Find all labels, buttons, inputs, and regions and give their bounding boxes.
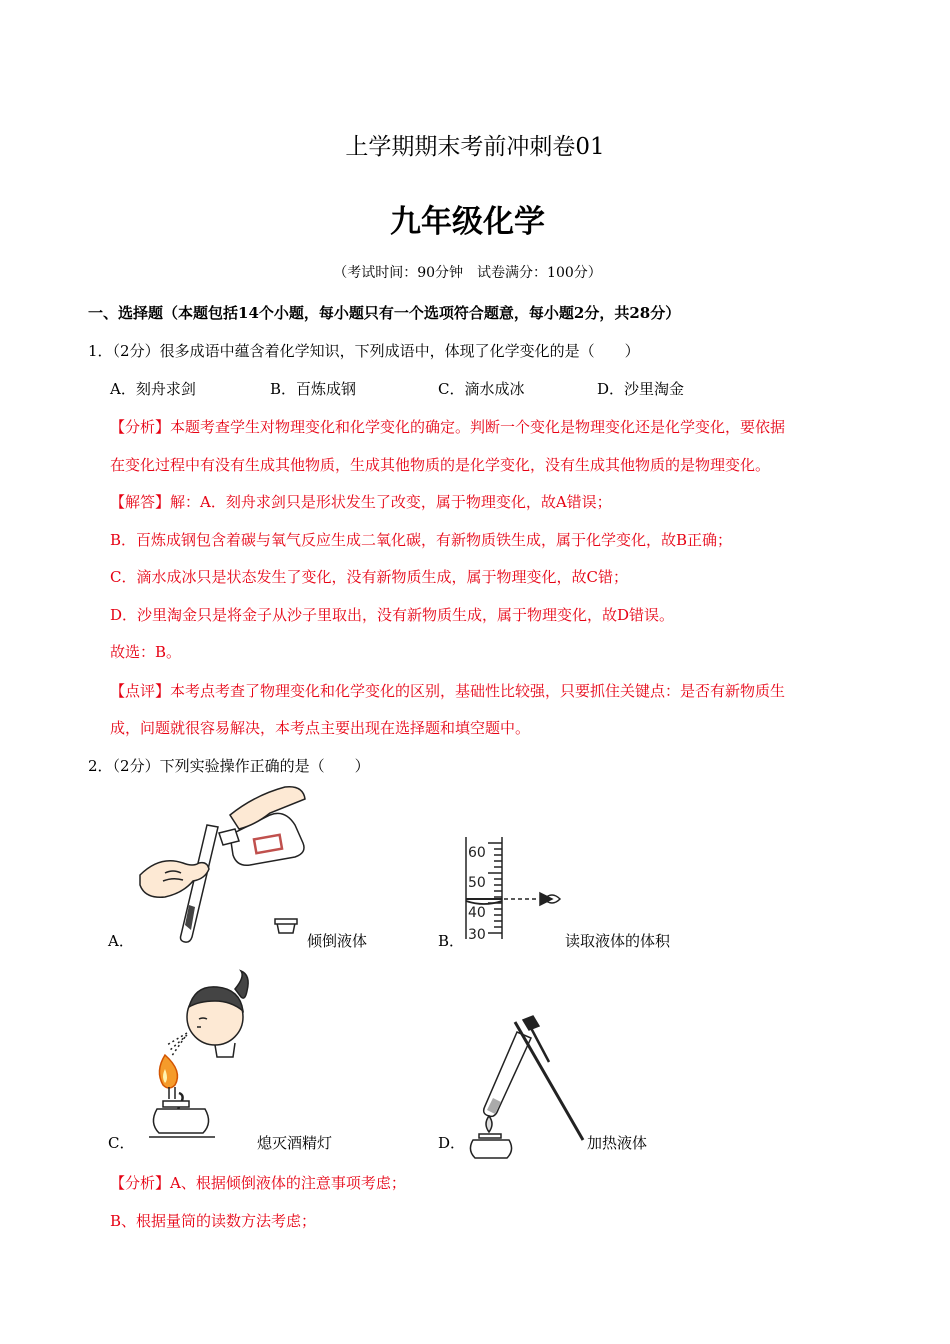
q1-analysis	[110, 416, 785, 437]
q1-option-c: C．滴水成冰	[438, 380, 525, 398]
q1-comment-cont: 成，问题就很容易解决，本考点主要出现在选择题和填空题中。	[110, 719, 531, 737]
q1-comment	[110, 680, 785, 701]
q2-option-d-letter: D．	[438, 1134, 466, 1152]
paper-subject: 九年级化学	[390, 204, 545, 240]
q2-option-c-letter: C．	[108, 1134, 135, 1152]
answer-text: 解：A．刻舟求剑只是形状发生了改变，属于物理变化，故A错误；	[170, 493, 612, 511]
cylinder-tick-50: 50	[468, 875, 486, 891]
analysis-text: 本题考查学生对物理变化和化学变化的确定。判断一个变化是物理变化还是化学变化，要依据	[170, 418, 786, 436]
pouring-liquid-figure	[135, 785, 315, 945]
comment-text: 本考点考查了物理变化和化学变化的区别，基础性比较强，只要抓住关键点：是否有新物质生	[170, 682, 786, 700]
q2-option-d-caption: 加热液体	[587, 1134, 648, 1152]
cylinder-tick-30: 30	[468, 927, 486, 943]
question-1-stem: 1．（2分）很多成语中蕴含着化学知识，下列成语中，体现了化学变化的是（ ）	[88, 342, 640, 360]
q2-option-c-caption: 熄灭酒精灯	[257, 1134, 333, 1152]
analysis-label: 【分析】	[110, 418, 171, 436]
analysis-text: A、根据倾倒液体的注意事项考虑；	[170, 1174, 406, 1192]
q2-analysis-b: B、根据量筒的读数方法考虑；	[110, 1212, 317, 1230]
exam-info: （考试时间：90分钟 试卷满分：100分）	[333, 265, 602, 281]
q2-option-a-caption: 倾倒液体	[307, 932, 368, 950]
q1-answer-b: B．百炼成钢包含着碳与氧气反应生成二氧化碳，有新物质铁生成，属于化学变化，故B正确；	[110, 531, 733, 549]
cylinder-tick-40: 40	[468, 905, 486, 921]
analysis-label: 【分析】	[110, 1174, 171, 1192]
alcohol-lamp-blowing-figure	[145, 975, 260, 1145]
q2-option-b-caption: 读取液体的体积	[565, 932, 671, 950]
q1-answer	[110, 491, 612, 512]
q1-answer-c: C．滴水成冰只是状态发生了变化，没有新物质生成，属于物理变化，故C错；	[110, 568, 628, 586]
graduated-cylinder-figure	[458, 835, 568, 945]
cylinder-tick-60: 60	[468, 845, 486, 861]
section-heading: 一、选择题（本题包括14个小题，每小题只有一个选项符合题意，每小题2分，共28分）	[88, 304, 681, 322]
question-2-stem: 2．（2分）下列实验操作正确的是（ ）	[88, 757, 370, 775]
q2-option-b-letter: B．	[438, 932, 465, 950]
answer-label: 【解答】	[110, 493, 171, 511]
paper-title: 上学期期末考前冲刺卷01	[345, 134, 605, 160]
q1-option-d: D．沙里淘金	[597, 380, 685, 398]
comment-label: 【点评】	[110, 682, 171, 700]
q1-analysis-cont: 在变化过程中有没有生成其他物质，生成其他物质的是化学变化，没有生成其他物质的是物理变化。	[110, 456, 771, 474]
q1-answer-d: D．沙里淘金只是将金子从沙子里取出，没有新物质生成，属于物理变化，故D错误。	[110, 606, 675, 624]
q1-answer-choice: 故选：B。	[110, 643, 182, 661]
q2-analysis	[110, 1172, 406, 1193]
q2-option-a-letter: A．	[108, 932, 134, 950]
q1-option-b: B．百炼成钢	[270, 380, 357, 398]
heating-liquid-figure	[465, 1010, 590, 1145]
q1-option-a: A．刻舟求剑	[110, 380, 196, 398]
